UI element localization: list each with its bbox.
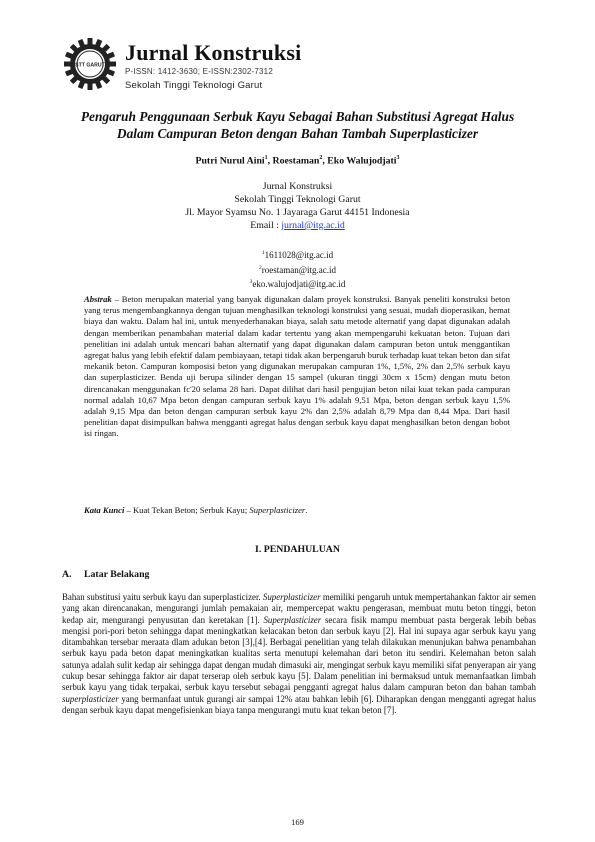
body-seg-7: yang bermanfaat untuk gurangi air sampai 12% atau bahkan lebih [6]. Diharapkan dengan mengganti agregat halus dengan serbuk kayu dapat mengefisienkan biaya tanpa mengurangi mutu kuat tekan beton [7]. — [62, 693, 536, 715]
journal-name: Jurnal Konstruksi — [125, 40, 302, 65]
title-line-2 — [50, 125, 545, 142]
abstract — [84, 294, 510, 440]
email-3-sup: 3 — [249, 279, 253, 285]
keywords-italic: Superplasticizer — [249, 505, 306, 515]
body-paragraph — [62, 592, 536, 716]
subsection-title: Latar Belakang — [84, 569, 150, 580]
logo-text: STT GARUT — [75, 62, 105, 69]
keywords — [84, 505, 510, 516]
body-seg-2: Superplasticizer — [262, 592, 321, 602]
affil-email-line — [50, 219, 545, 232]
abstract-label: Abstrak — [84, 294, 112, 304]
abstract-dash: – — [111, 294, 122, 304]
title-line-2-italic: Superplasticizer — [389, 126, 479, 141]
title-line-2-text: Dalam Campuran Beton dengan Bahan Tambah — [116, 126, 390, 141]
affil-line-1: Jurnal Konstruksi — [262, 181, 333, 192]
body-seg-6: superplasticizer — [62, 693, 119, 704]
body-seg-5: secara fisik mampu membuat pasta bergerak lebih bebas mengisi pori-pori beton sehingga dapat meningkatkan kelacakan beton dan serbuk kayu [2]. Hal ini supaya agar serbuk kayu yang ditambahkan tersebar meraata dlam adukan beton [3],[4]. Berbagai penelitian yang telah dilakukan menunjukan bahwa penambahan serbuk kayu pada beton dapat meningkatkan kualitas serta menutupi kelemahan dari beton itu sendiri. Kelemahan beton salah satunya adalah sulit kedap air sehingga dapat dengan mudah dimasuki air, mengingat serbuk kayu memiliki sifat penyerapan air yang cukup besar sehingga faktor air dapat terserap oleh serbuk kayu [5]. Dalam penelitian ini bermaksud untuk memanfaatkan limbah serbuk kayu yang tidak terpakai, serbuk kayu tersebut sebagai pengganti agregat halus dalam campuran beton dan bahan tambah — [62, 614, 536, 693]
author-1: Putri Nurul Aini — [195, 155, 265, 167]
author-2: Roestaman — [272, 155, 320, 167]
author-3: Eko Walujodjati — [327, 155, 397, 167]
keywords-dash: – — [124, 505, 133, 515]
affil-line-3: Jl. Mayor Syamsu No. 1 Jayaraga Garut 44151 Indonesia — [185, 207, 410, 218]
subsection-number: A. — [62, 569, 72, 580]
section-heading: I. PENDAHULUAN — [255, 544, 340, 555]
author-emails — [50, 247, 545, 291]
author-3-sup: 3 — [396, 155, 400, 161]
journal-email-link[interactable]: jurnal@itg.ac.id — [281, 220, 345, 231]
author-list — [50, 155, 545, 166]
journal-institution: Sekolah Tinggi Teknologi Garut — [125, 80, 263, 91]
email-2-sup: 2 — [258, 264, 262, 271]
author-email-1 — [50, 247, 545, 262]
author-1-sup: 1 — [264, 155, 268, 161]
email-1-text: 1611028@itg.ac.id — [264, 250, 334, 260]
author-email-3 — [50, 276, 545, 291]
keywords-end: . — [305, 505, 308, 515]
title-line-1: Pengaruh Penggunaan Serbuk Kayu Sebagai Bahan Substitusi Agregat Halus — [80, 109, 515, 124]
email-1-sup: 1 — [261, 250, 265, 256]
affil-line-2: Sekolah Tinggi Teknologi Garut — [234, 194, 361, 205]
body-seg-3: memiliki pengaruh untuk mempertahankan faktor air semen yang akan direncanakan, mengurangi jumlah pemakaian air, mempercepat waktu pengerasan, membuat mutu beton tinggi, beton kedap air, mengurangi penyusutan dan keretakan [1]. — [62, 592, 536, 625]
email-3-text: eko.walujodjati@itg.ac.id — [252, 279, 346, 289]
journal-logo-icon — [64, 38, 116, 90]
email-2-text: roestaman@itg.ac.id — [261, 264, 336, 275]
email-label: Email : — [250, 220, 282, 231]
author-email-2 — [50, 262, 545, 277]
paper-title — [50, 108, 545, 142]
body-seg-4: Superplasticizer — [263, 614, 322, 625]
author-sep-2: , — [322, 155, 328, 167]
journal-issn: P-ISSN: 1412-3630; E-ISSN:2302-7312 — [125, 67, 273, 76]
author-2-sup: 2 — [319, 155, 323, 161]
abstract-text: Beton merupakan material yang banyak digunakan dalam proyek konstruksi. Banyak peneliti konstruksi beton yang terus mengembangkannya dengan tujuan menghasilkan teknologi konstruksi yang sesuai, mudah dioperasikan, hemat biaya dan waktu. Dalam hal ini, untuk menyederhanakan biaya, salah satu metode alternatif yang dapat digunakan adalah dengan memberikan penambahan material dalam kadar tertentu yang akan mempengaruhi kekuatan beton. Tujuan dari penelitian ini adalah untuk mencari bahan alternatif yang dapat digunakan dalam campuran beton untuk menggantikan agregat halus yang lebih efektif dalam pembiayaan, tetapi tidak akan berpengaruh buruk terhadap kuat tekan beton dan sifat mekanik beton. Campuran komposisi beton yang digunakan merupakan campuran 1%, 1,5%, 2% dan 2,5% serbuk kayu dan superplasticizer. Benda uji berupa silinder dengan 15 sampel (ukuran tinggi 30cm x 15cm) dengan mutu beton direncanakan menggunakan fc'20 selama 28 hari. Dapat dilihat dari hasil pengujian beton nilai kuat tekan pada campuran normal adalah 10,67 Mpa beton dengan campuran serbuk kayu 1% adalah 9,51 Mpa, beton dengan serbuk kayu 1,5% adalah 9,15 Mpa dan beton dengan campuran serbuk kayu 2% dan 2,5% adalah 8,79 Mpa dan 8,44 Mpa. Dari hasil penelitian dapat disimpulkan bahwa mengganti agregat halus dengan serbuk kayu dapat menghasilkan beton dengan bobot isi ringan. — [84, 294, 511, 439]
author-sep-1: , — [267, 155, 273, 167]
keywords-label: Kata Kunci — [84, 505, 125, 515]
subsection-heading — [62, 569, 149, 580]
affiliation — [50, 180, 545, 232]
page-number: 169 — [291, 817, 304, 827]
body-seg-1: Bahan substitusi yaitu serbuk kayu dan superplasticizer. — [62, 592, 263, 602]
keywords-text: Kuat Tekan Beton; Serbuk Kayu; — [132, 505, 250, 515]
